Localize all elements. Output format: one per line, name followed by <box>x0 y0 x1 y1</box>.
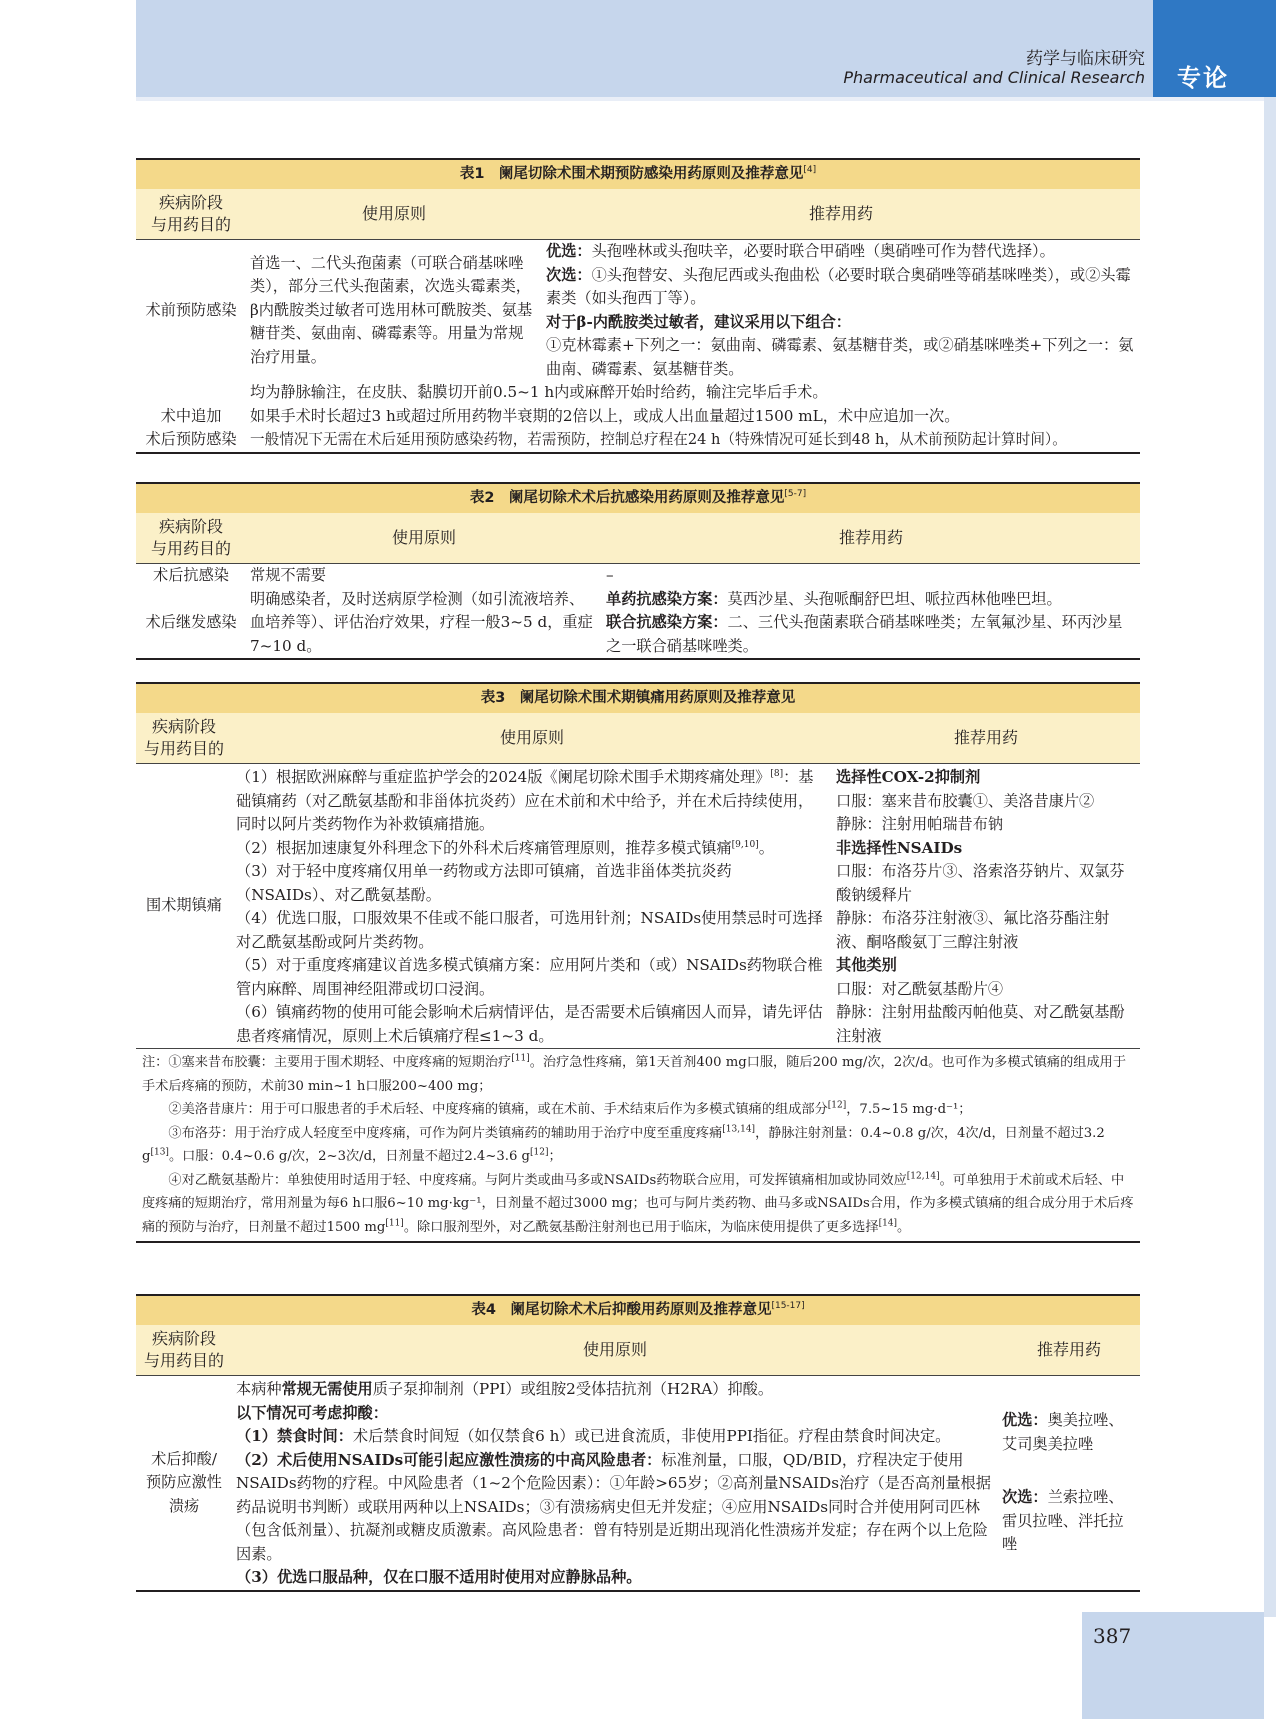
table-2-title: 表2 阑尾切除术术后抗感染用药原则及推荐意见[5-7] <box>136 482 1140 513</box>
table-3-stage: 围术期镇痛 <box>146 896 222 915</box>
side-strip <box>1264 97 1276 1617</box>
table-4-header-stage: 疾病阶段 与用药目的 <box>136 1325 232 1376</box>
table-4-header-principle: 使用原则 <box>232 1325 998 1376</box>
section-tag <box>1153 0 1276 97</box>
table-1 <box>136 158 1140 454</box>
table-4-header-drugs: 推荐用药 <box>998 1325 1140 1376</box>
table-1-infusion-note: 均为静脉输注，在皮肤、黏膜切开前0.5~1 h内或麻醉开始时给药，输注完毕后手术。 <box>250 383 828 401</box>
table-4 <box>136 1294 1140 1592</box>
table-3-notes: 注：①塞来昔布胶囊：主要用于围术期轻、中度疼痛的短期治疗[11]。治疗急性疼痛，第1天首剂400 mg口服，随后200 mg/次，2次/d。也可作为多模式镇痛的组成用于手术后疼痛的预防，术前30 min~1 h口服200~400 mg； ②美洛昔康片：用于可口服患者的手术后轻、中度疼痛的镇痛，或在术前、手术结束后作为多模式镇痛的组成部分[12]，7.5~15 mg·d⁻¹； ③布洛芬：用于治疗成人轻度至中度疼痛，可作为阿片类镇痛药的辅助用于治疗中度至重度疼痛[13,14]，静脉注射剂量：0.4~0.8 g/次，4次/d，日剂量不超过3.2 g[13]。口服：0.4~0.6 g/次，2~3次/d，日剂量不超过2.4~3.6 g[12]； ④对乙酰氨基酚片：单独使用时适用于轻、中度疼痛。与阿片类或曲马多或NSAIDs药物联合应用，可发挥镇痛相加或协同效应[12,14]。可单独用于术前或术后轻、中度疼痛的短期治疗，常用剂量为每6 h口服6~10 mg·kg⁻¹，日剂量不超过3000 mg；也可与阿片类药物、曲马多或NSAIDs合用，作为多模式镇痛的组合成分用于术后疼痛的预防与治疗，日剂量不超过1500 mg[11]。除口服剂型外，对乙酰氨基酚注射剂也已用于临床，为临床使用提供了更多选择[14]。 <box>136 1048 1140 1243</box>
table-4-title: 表4 阑尾切除术术后抑酸用药原则及推荐意见[15-17] <box>136 1294 1140 1325</box>
table-1-header-principle: 使用原则 <box>246 189 542 240</box>
table-1-empty-stage <box>136 381 246 405</box>
table-2-drugs-postop: – <box>606 566 614 584</box>
journal-title-cn: 药学与临床研究 <box>1026 49 1145 69</box>
table-2-stage-secondary: 术后继发感染 <box>136 588 246 660</box>
table-1-header-drugs: 推荐用药 <box>542 189 1140 240</box>
table-1-intraop-text: 如果手术时长超过3 h或超过所用药物半衰期的2倍以上，或成人出血量超过1500 mL，术中应追加一次。 <box>250 406 960 425</box>
table-2-header-principle: 使用原则 <box>246 513 602 564</box>
table-1-stage-intraop: 术中追加 <box>160 406 222 425</box>
table-4-principles: 本病种常规无需使用质子泵抑制剂（PPI）或组胺2受体拮抗剂（H2RA）抑酸。 以下情况可考虑抑酸： （1）禁食时间：术后禁食时间短（如仅禁食6 h）或已进食流质，非使用PPI指征。疗程由禁食时间决定。 （2）术后使用NSAIDs可能引起应激性溃疡的中高风险患者：标准剂量，口服，QD/BID，疗程决定于使用NSAIDs药物的疗程。中风险患者（1~2个危险因素）：①年龄>65岁；②高剂量NSAIDs治疗（是否高剂量根据药品说明书判断）或联用两种以上NSAIDs；③有溃疡病史但无并发症；④应用NSAIDs同时合并使用阿司匹林（包含低剂量）、抗凝剂或糖皮质激素。高风险患者：曾有特别是近期出现消化性溃疡并发症；存在两个以上危险因素。 （3）优选口服品种，仅在口服不适用时使用对应静脉品种。 <box>232 1376 998 1591</box>
table-2-principle-postop: 常规不需要 <box>250 566 326 584</box>
table-1-title: 表1 阑尾切除术围术期预防感染用药原则及推荐意见[4] <box>136 158 1140 189</box>
section-tag-label: 专论 <box>1177 64 1229 92</box>
table-2-header-drugs: 推荐用药 <box>602 513 1140 564</box>
table-3-header-stage: 疾病阶段 与用药目的 <box>136 713 232 764</box>
table-3-drugs: 选择性COX-2抑制剂 口服：塞来昔布胶囊①、美洛昔康片② 静脉：注射用帕瑞昔布钠 非选择性NSAIDs 口服：布洛芬片③、洛索洛芬钠片、双氯芬酸钠缓释片 静脉：布洛芬注射液③、氟比洛芬酯注射液、酮咯酸氨丁三醇注射液 其他类别 口服：对乙酰氨基酚片④ 静脉：注射用盐酸丙帕他莫、对乙酰氨基酚注射液 <box>836 768 1125 1045</box>
table-4-drugs: 优选：奥美拉唑、艾司奥美拉唑 次选：兰索拉唑、雷贝拉唑、泮托拉唑 <box>998 1376 1140 1591</box>
table-1-principle-preop: 首选一、二代头孢菌素（可联合硝基咪唑类），部分三代头孢菌素，次选头霉素类，β内酰胺类过敏者可选用林可酰胺类、氨基糖苷类、氨曲南、磷霉素等。用量为常规治疗用量。 <box>250 253 533 366</box>
table-3-principles: （1）根据欧洲麻醉与重症监护学会的2024版《阑尾切除术围手术期疼痛处理》[8]：基础镇痛药（对乙酰氨基酚和非甾体抗炎药）应在术前和术中给予，并在术后持续使用，同时以阿片类药物作为补救镇痛措施。 （2）根据加速康复外科理念下的外科术后疼痛管理原则，推荐多模式镇痛[9,10]。 （3）对于轻中度疼痛仅用单一药物或方法即可镇痛，首选非甾体类抗炎药（NSAIDs）、对乙酰氨基酚。 （4）优选口服，口服效果不佳或不能口服者，可选用针剂；NSAIDs使用禁忌时可选择对乙酰氨基酚或阿片类药物。 （5）对于重度疼痛建议首选多模式镇痛方案：应用阿片类和（或）NSAIDs药物联合椎管内麻醉、周围神经阻滞或切口浸润。 （6）镇痛药物的使用可能会影响术后病情评估，是否需要术后镇痛因人而异，请先评估患者疼痛情况，原则上术后镇痛疗程≤1~3 d。 <box>236 768 823 1045</box>
table-1-drugs-preop: 优选：头孢唑林或头孢呋辛，必要时联合甲硝唑（奥硝唑可作为替代选择）。 次选：①头孢替安、头孢尼西或头孢曲松（必要时联合奥硝唑等硝基咪唑类），或②头霉素类（如头孢西丁等）。 对于β-内酰胺类过敏者，建议采用以下组合： ①克林霉素+下列之一：氨曲南、磷霉素、氨基糖苷类，或②硝基咪唑类+下列之一：氨曲南、磷霉素、氨基糖苷类。 <box>546 242 1134 378</box>
table-3-title: 表3 阑尾切除术围术期镇痛用药原则及推荐意见 <box>136 682 1140 713</box>
table-3 <box>136 682 1140 1243</box>
table-2 <box>136 482 1140 660</box>
table-1-stage-preop: 术前预防感染 <box>145 300 237 319</box>
journal-title-en: Pharmaceutical and Clinical Research <box>843 68 1145 87</box>
table-2-stage-postop: 术后抗感染 <box>153 566 229 584</box>
table-3-header-drugs: 推荐用药 <box>832 713 1140 764</box>
table-4-stage: 术后抑酸/ 预防应激性 溃疡 <box>136 1376 232 1591</box>
page-number: 387 <box>1093 1624 1132 1648</box>
header-rule <box>136 97 1276 101</box>
table-1-header-stage: 疾病阶段 与用药目的 <box>136 189 246 240</box>
table-1-postop-text: 一般情况下无需在术后延用预防感染药物，若需预防，控制总疗程在24 h（特殊情况可延长到48 h，从术前预防起计算时间）。 <box>246 428 1140 453</box>
table-2-principle-secondary: 明确感染者，及时送病原学检测（如引流液培养、血培养等）、评估治疗效果，疗程一般3~5 d，重症7~10 d。 <box>246 588 602 660</box>
table-1-stage-postop: 术后预防感染 <box>136 428 246 453</box>
table-2-drugs-secondary: 单药抗感染方案：莫西沙星、头孢哌酮舒巴坦、哌拉西林他唑巴坦。 联合抗感染方案：二、三代头孢菌素联合硝基咪唑类；左氧氟沙星、环丙沙星之一联合硝基咪唑类。 <box>602 588 1140 660</box>
table-2-header-stage: 疾病阶段 与用药目的 <box>136 513 246 564</box>
table-3-header-principle: 使用原则 <box>232 713 832 764</box>
